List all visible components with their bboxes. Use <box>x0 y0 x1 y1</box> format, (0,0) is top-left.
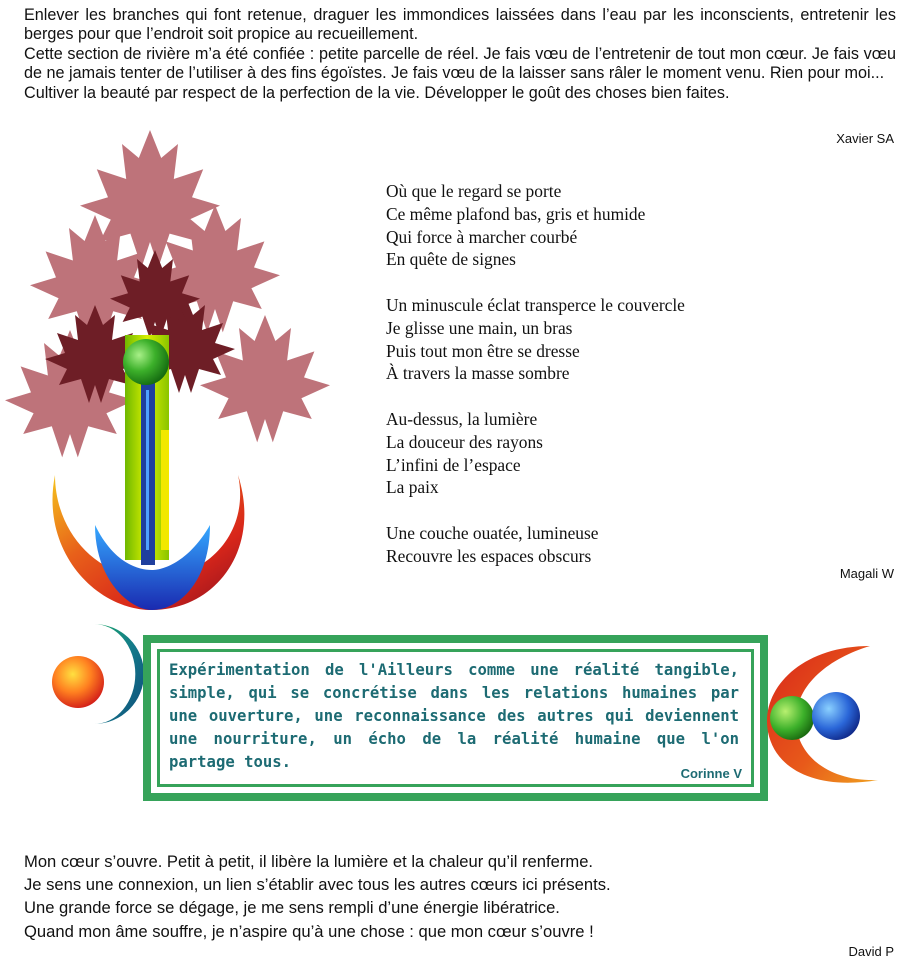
poem-stanza <box>386 180 826 271</box>
poem-line: Recouvre les espaces obscurs <box>386 545 592 566</box>
sphere-icon <box>770 696 814 740</box>
poem-line: Qui force à marcher courbé <box>386 226 578 247</box>
poem-line: Au-dessus, la lumière <box>386 408 538 429</box>
intro-text <box>24 6 896 103</box>
closing-line: Je sens une connexion, un lien s’établir avec tous les autres cœurs ici présents. <box>24 875 611 895</box>
poem-stanza <box>386 294 826 385</box>
closing-line: Mon cœur s’ouvre. Petit à petit, il libère la lumière et la chaleur qu’il renferme. <box>24 852 594 871</box>
quote-text: Expérimentation de l'Ailleurs comme une réalité tangible, simple, qui se concrétise dans les relations humaines par une ouverture, une reconnaissance des autres qui deviennent une nourriture, un écho de la réalité humaine que l'on partage tous. <box>169 661 739 771</box>
poem-line: Une couche ouatée, lumineuse <box>386 522 599 543</box>
closing-text <box>24 850 764 943</box>
poem-line: Puis tout mon être se dresse <box>386 340 580 361</box>
poem-line: À travers la masse sombre <box>386 363 570 384</box>
poem-stanza <box>386 522 826 568</box>
poem-line: La paix <box>386 477 439 498</box>
intro-paragraph: Cultiver la beauté par respect de la perfection de la vie. Développer le goût des choses bien faites. <box>24 83 730 102</box>
closing-line: Quand mon âme souffre, je n’aspire qu’à une chose : que mon cœur s’ouvre ! <box>24 921 594 941</box>
poem <box>386 180 826 590</box>
signature-magali: Magali W <box>839 566 894 581</box>
crescent-icon <box>760 640 900 792</box>
poem-line: L’infini de l’espace <box>386 454 521 475</box>
poem-line: Un minuscule éclat transperce le couvercle <box>386 294 685 315</box>
poem-line: Je glisse une main, un bras <box>386 317 573 338</box>
signature-david: David P <box>848 944 894 959</box>
quote-frame <box>143 635 768 801</box>
signature-corinne: Corinne V <box>680 766 742 781</box>
sphere-icon <box>52 656 104 708</box>
poem-line: Où que le regard se porte <box>386 181 562 201</box>
sphere-icon <box>812 692 860 740</box>
closing-line: Une grande force se dégage, je me sens rempli d’une énergie libératrice. <box>24 898 560 918</box>
crescent-icon <box>44 622 148 726</box>
decorative-artwork <box>0 130 360 620</box>
poem-line: La douceur des rayons <box>386 431 543 452</box>
intro-paragraph: Enlever les branches qui font retenue, draguer les immondices laissées dans l’eau par les inconscients, entretenir les berges pour que l’endroit soit propice au recueillement. <box>24 6 896 44</box>
poem-line: En quête de signes <box>386 249 516 270</box>
poem-stanza <box>386 408 826 499</box>
signature-xavier: Xavier SA <box>836 131 894 146</box>
poem-line: Ce même plafond bas, gris et humide <box>386 203 646 224</box>
sphere-icon <box>123 339 169 385</box>
intro-paragraph: Cette section de rivière m’a été confiée : petite parcelle de réel. Je fais vœu de l’entretenir de tout mon cœur. Je fais vœu de ne jamais tenter de l’utiliser à des fins égoïstes. Je fais vœu de la laisser sans râler le moment venu. Rien pour moi... <box>24 44 896 83</box>
